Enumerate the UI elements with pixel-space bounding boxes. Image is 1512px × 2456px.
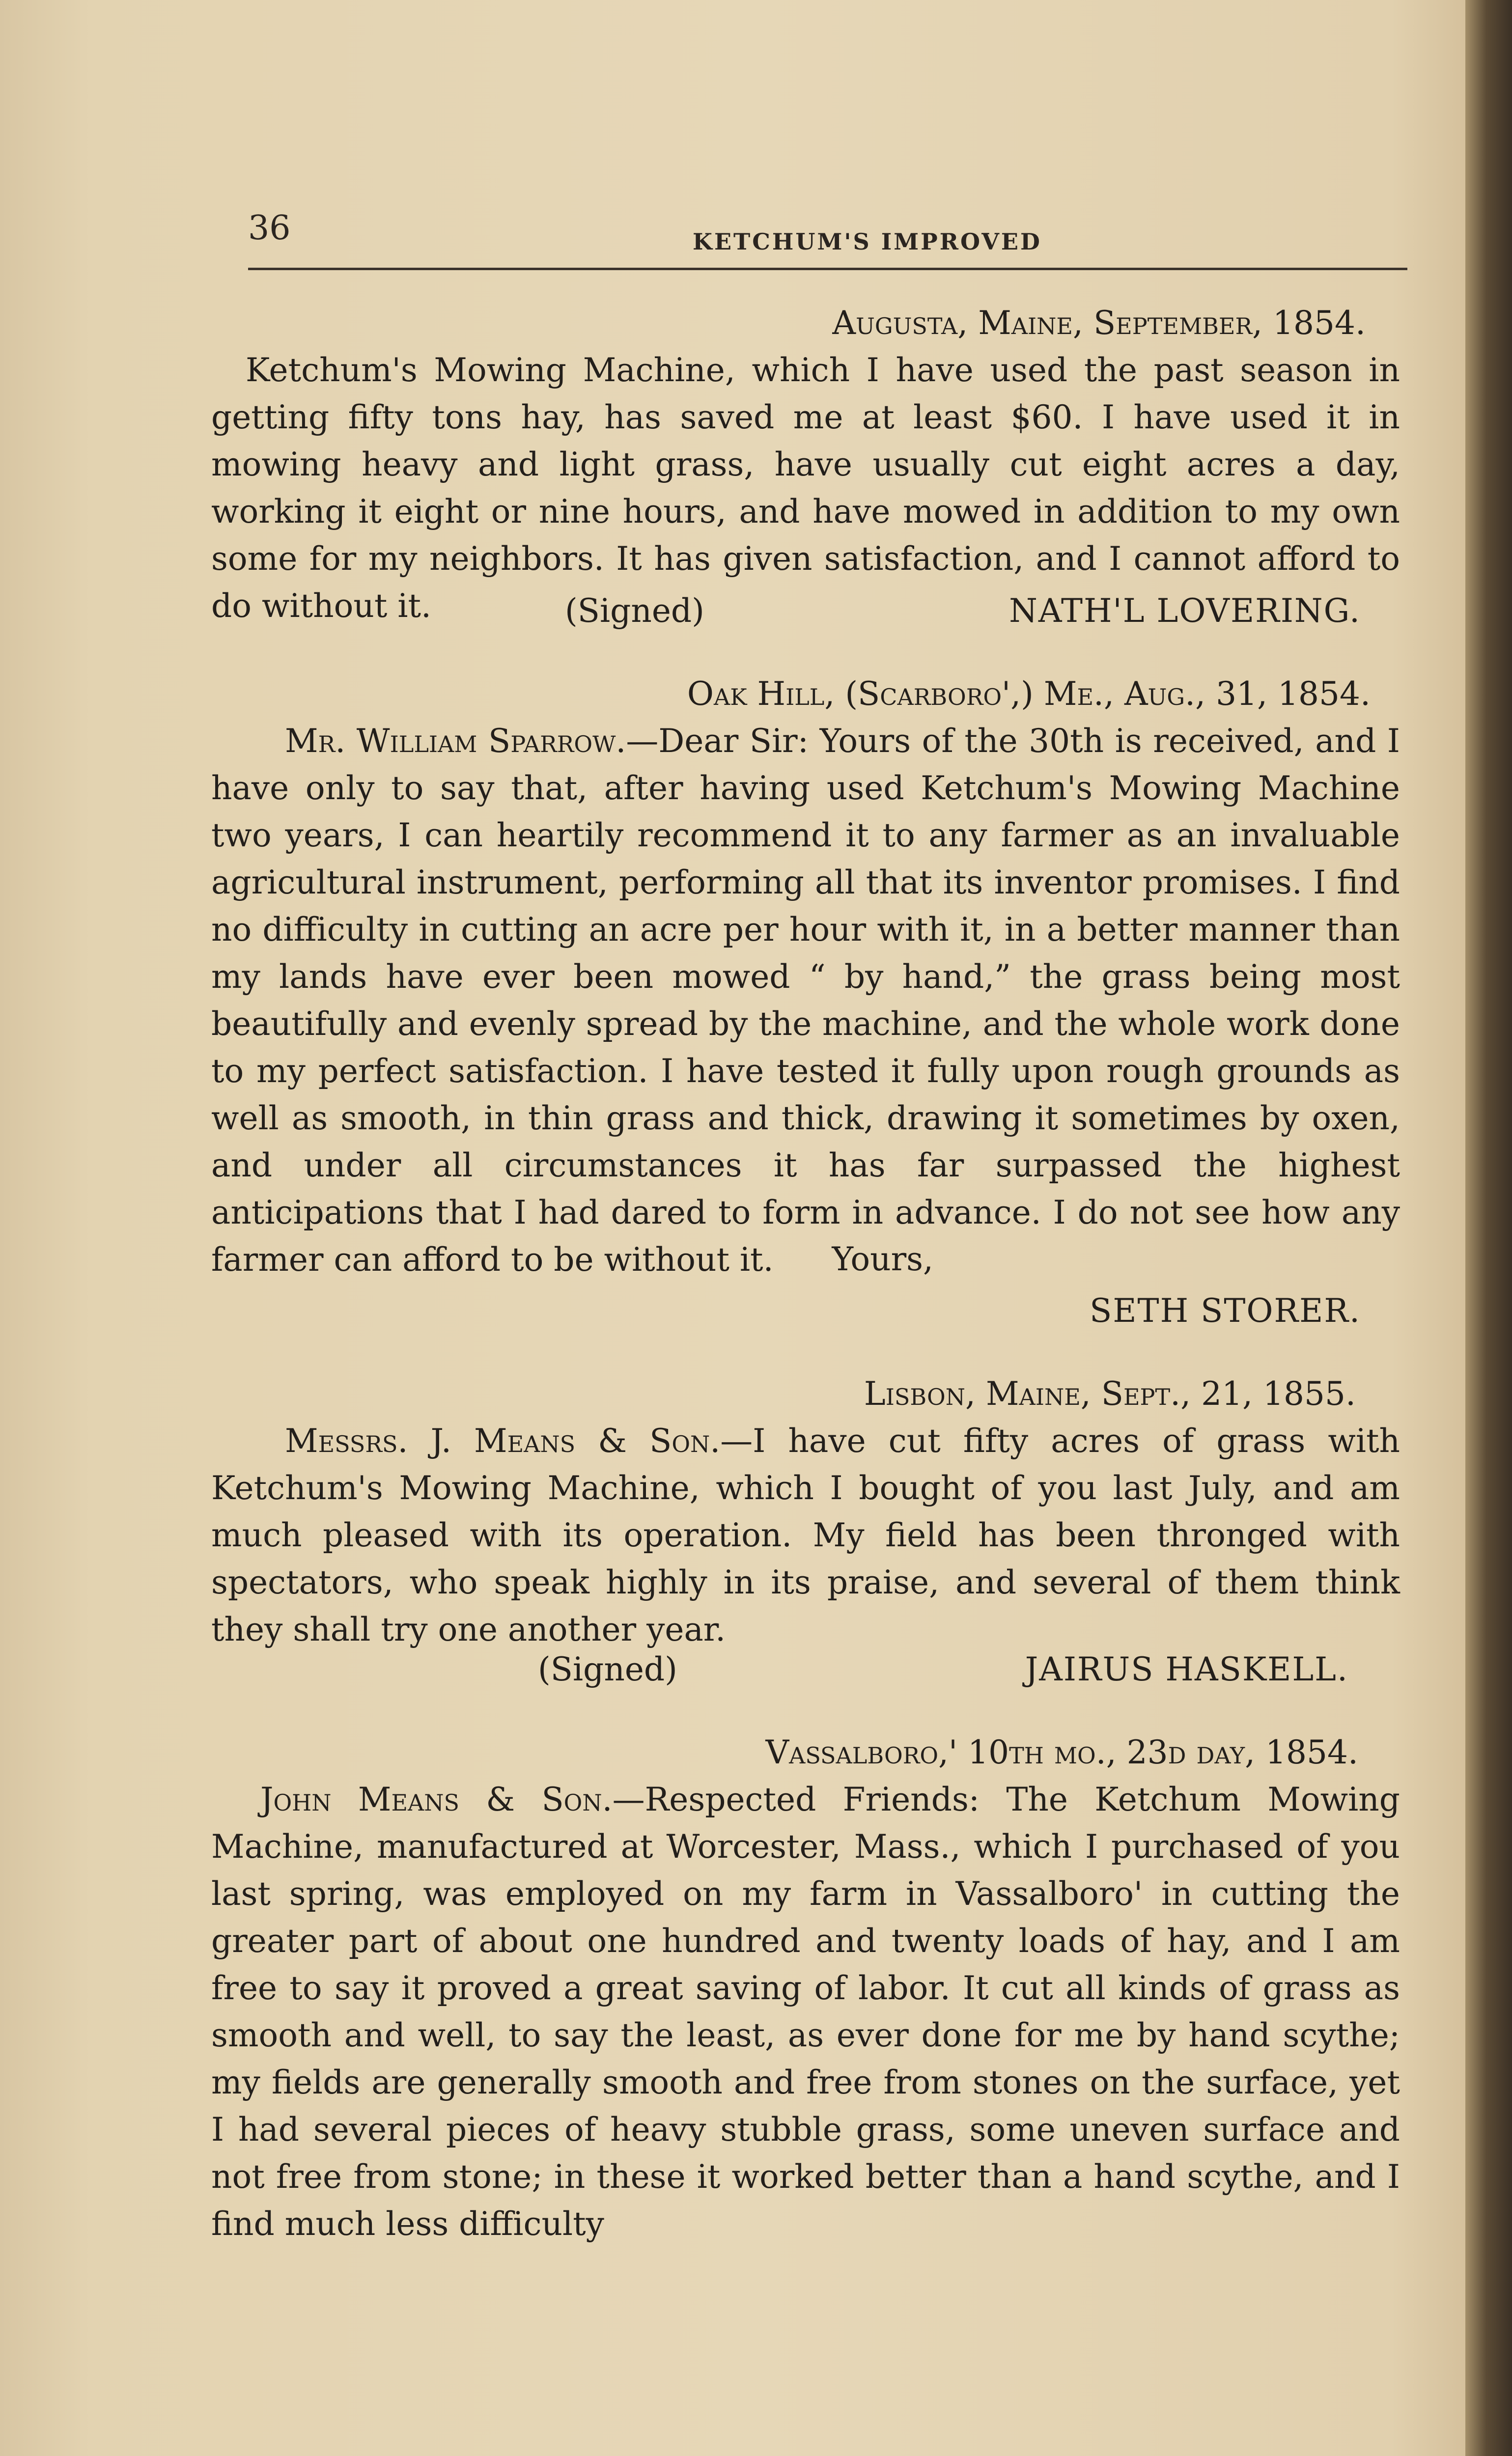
letter-body-block (211, 718, 1400, 1284)
letter-3 (211, 1370, 1400, 1653)
signer-name: SETH STORER. (1090, 1292, 1361, 1330)
signature-row (211, 1650, 1400, 1700)
closing: Yours, (832, 1240, 933, 1278)
page-edge (1465, 0, 1512, 2456)
letter-1 (211, 300, 1400, 630)
letter-body-block (211, 1776, 1400, 2248)
letter-2 (211, 670, 1400, 1284)
running-title: KETCHUM'S IMPROVED (693, 228, 1042, 255)
salutation: John Means & Son. (260, 1781, 613, 1818)
salutation: Messrs. J. Means & Son. (285, 1422, 721, 1460)
header-rule (248, 268, 1407, 270)
signed-label: (Signed) (565, 592, 704, 630)
signer-name: JAIRUS HASKELL. (1025, 1650, 1348, 1688)
closing-line (211, 1240, 1400, 1278)
letter-dateline: Lisbon, Maine, Sept., 21, 1855. (864, 1375, 1356, 1413)
salutation: Mr. William Sparrow. (285, 722, 626, 760)
letter-4 (211, 1729, 1400, 2248)
signature-row (211, 1292, 1400, 1341)
letter-dateline: Augusta, Maine, September, 1854. (832, 304, 1366, 342)
signed-label: (Signed) (538, 1650, 677, 1688)
letter-body-block (211, 1418, 1400, 1653)
signer-name: NATH'L LOVERING. (1009, 592, 1361, 630)
letter-body: —Dear Sir: Yours of the 30th is received, and I have only to say that, after having used Ketchum's Mowing Machine two years, I can heartily recommend it to any farmer as an invaluable agricultural instrument, performing all that its inventor promises. I find no difficulty in cutting an acre per hour with it, in a better manner than my lands have ever been mowed “ by hand,” the grass being most beautifully and evenly spread by the machine, and the whole work done to my perfect satisfaction. I have tested it fully upon rough grounds as well as smooth, in thin grass and thick, drawing it sometimes by oxen, and under all circumstances it has far surpassed the highest anticipations that I had dared to form in advance. I do not see how any farmer can afford to be without it. (211, 722, 1400, 1279)
page-header (248, 209, 1427, 278)
letter-body: —I have cut fifty acres of grass with Ketchum's Mowing Machine, which I bought of you last July, and am much pleased with its operation. My field has been thronged with spectators, who speak highly in its praise, and several of them think they shall try one another year. (211, 1422, 1400, 1648)
letter-dateline: Oak Hill, (Scarboro',) Me., Aug., 31, 1854. (687, 675, 1371, 713)
signature-row (211, 592, 1400, 641)
letter-body: Ketchum's Mowing Machine, which I have used the past season in getting fifty tons hay, has saved me at least $60. I have used it in mowing heavy and light grass, have usually cut eight acres a day, working it eight or nine hours, and have mowed in addition to my own some for my neighbors. It has given satisfaction, and I cannot afford to do without it. (211, 351, 1400, 625)
letter-body: —Respected Friends: The Ketchum Mowing Machine, manufactured at Worcester, Mass., which I purchased of you last spring, was employed on my farm in Vassalboro' in cutting the greater part of about one hundred and twenty loads of hay, and I am free to say it proved a great saving of labor. It cut all kinds of grass as smooth and well, to say the least, as ever done for me by hand scythe; my fields are generally smooth and free from stones on the surface, yet I had several pieces of heavy stubble grass, some uneven surface and not free from stone; in these it worked better than a hand scythe, and I find much less difficulty (211, 1781, 1400, 2243)
page-number: 36 (248, 209, 291, 248)
letter-dateline: Vassalboro,' 10th mo., 23d day, 1854. (765, 1733, 1358, 1771)
